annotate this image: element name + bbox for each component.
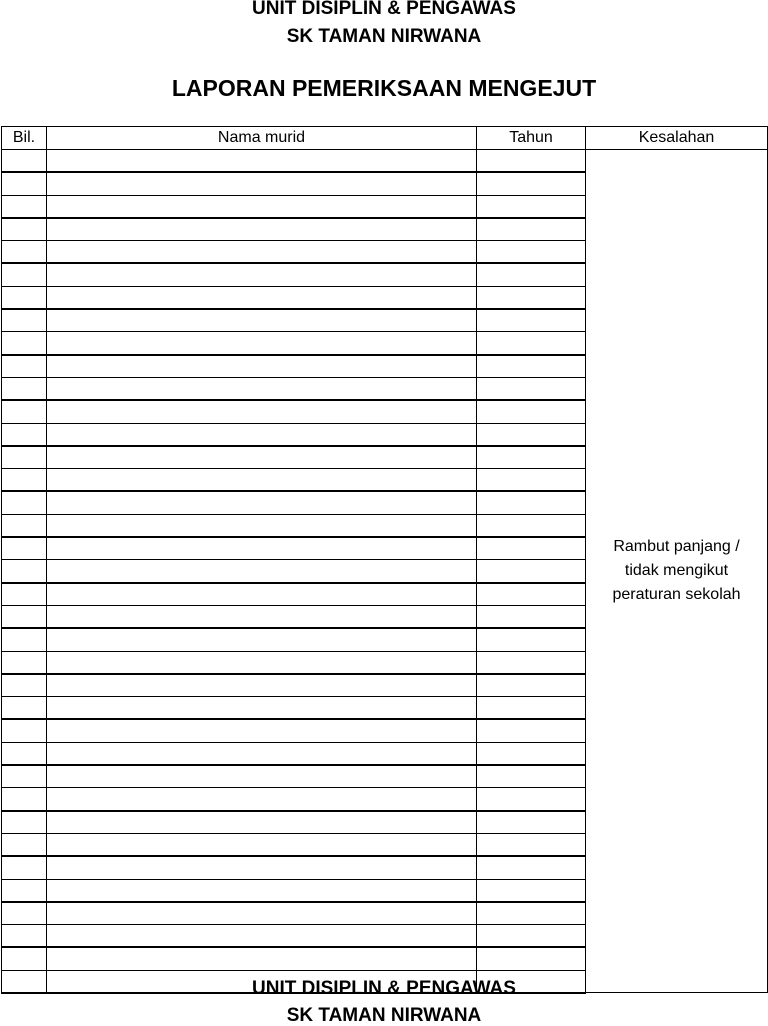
student-name-cell — [47, 332, 477, 355]
year-cell — [477, 309, 586, 332]
student-name-cell — [47, 925, 477, 948]
student-name-cell — [47, 286, 477, 309]
student-name-cell — [47, 742, 477, 765]
student-name-cell — [47, 856, 477, 879]
student-name-cell — [47, 811, 477, 834]
year-cell — [477, 241, 586, 264]
number-cell — [2, 902, 47, 925]
student-name-cell — [47, 514, 477, 537]
student-name-cell — [47, 560, 477, 583]
number-cell — [2, 788, 47, 811]
year-cell — [477, 332, 586, 355]
student-name-cell — [47, 241, 477, 264]
inspection-table — [1, 126, 768, 994]
student-name-cell — [47, 423, 477, 446]
year-cell — [477, 947, 586, 970]
number-cell — [2, 651, 47, 674]
year-cell — [477, 788, 586, 811]
year-cell — [477, 491, 586, 514]
number-cell — [2, 879, 47, 902]
student-name-cell — [47, 150, 477, 173]
student-name-cell — [47, 469, 477, 492]
student-name-cell — [47, 172, 477, 195]
number-cell — [2, 833, 47, 856]
number-cell — [2, 491, 47, 514]
year-cell — [477, 879, 586, 902]
number-cell — [2, 400, 47, 423]
year-cell — [477, 218, 586, 241]
year-cell — [477, 856, 586, 879]
student-name-cell — [47, 218, 477, 241]
number-cell — [2, 742, 47, 765]
student-name-cell — [47, 947, 477, 970]
year-cell — [477, 263, 586, 286]
year-cell — [477, 195, 586, 218]
number-cell — [2, 446, 47, 469]
student-name-cell — [47, 605, 477, 628]
number-cell — [2, 263, 47, 286]
student-name-cell — [47, 674, 477, 697]
offence-line: peraturan sekolah — [612, 586, 741, 604]
number-cell — [2, 218, 47, 241]
table-body — [2, 150, 768, 993]
year-cell — [477, 377, 586, 400]
table-row — [2, 150, 768, 173]
year-cell — [477, 172, 586, 195]
year-cell — [477, 765, 586, 788]
year-cell — [477, 514, 586, 537]
number-cell — [2, 423, 47, 446]
student-name-cell — [47, 377, 477, 400]
year-cell — [477, 925, 586, 948]
number-cell — [2, 286, 47, 309]
number-cell — [2, 605, 47, 628]
number-cell — [2, 947, 47, 970]
number-cell — [2, 628, 47, 651]
year-cell — [477, 742, 586, 765]
student-name-cell — [47, 446, 477, 469]
student-name-cell — [47, 400, 477, 423]
student-name-cell — [47, 628, 477, 651]
year-cell — [477, 674, 586, 697]
table-header-row — [2, 127, 768, 150]
year-cell — [477, 651, 586, 674]
year-cell — [477, 355, 586, 378]
year-cell — [477, 150, 586, 173]
student-name-cell — [47, 788, 477, 811]
footer-unit-name: UNIT DISIPLIN & PENGAWAS — [252, 978, 516, 999]
student-name-cell — [47, 355, 477, 378]
number-cell — [2, 332, 47, 355]
year-cell — [477, 583, 586, 606]
year-cell — [477, 719, 586, 742]
column-header-number: Bil. — [2, 127, 47, 150]
year-cell — [477, 400, 586, 423]
year-cell — [477, 833, 586, 856]
student-name-cell — [47, 195, 477, 218]
number-cell — [2, 172, 47, 195]
student-name-cell — [47, 697, 477, 720]
column-header-student-name: Nama murid — [47, 127, 477, 150]
student-name-cell — [47, 537, 477, 560]
student-name-cell — [47, 719, 477, 742]
column-header-year: Tahun — [477, 127, 586, 150]
student-name-cell — [47, 833, 477, 856]
year-cell — [477, 560, 586, 583]
number-cell — [2, 719, 47, 742]
number-cell — [2, 765, 47, 788]
year-cell — [477, 469, 586, 492]
student-name-cell — [47, 879, 477, 902]
number-cell — [2, 195, 47, 218]
year-cell — [477, 537, 586, 560]
student-name-cell — [47, 491, 477, 514]
student-name-cell — [47, 651, 477, 674]
number-cell — [2, 150, 47, 173]
offence-cell — [586, 150, 768, 993]
header-school-name: SK TAMAN NIRWANA — [286, 26, 482, 47]
offence-line: tidak mengikut — [624, 562, 729, 580]
year-cell — [477, 811, 586, 834]
student-name-cell — [47, 583, 477, 606]
number-cell — [2, 469, 47, 492]
footer-school-name: SK TAMAN NIRWANA — [286, 1005, 482, 1026]
student-name-cell — [47, 309, 477, 332]
number-cell — [2, 674, 47, 697]
year-cell — [477, 286, 586, 309]
number-cell — [2, 514, 47, 537]
year-cell — [477, 605, 586, 628]
student-name-cell — [47, 263, 477, 286]
number-cell — [2, 537, 47, 560]
year-cell — [477, 628, 586, 651]
number-cell — [2, 583, 47, 606]
report-title: LAPORAN PEMERIKSAAN MENGEJUT — [171, 75, 597, 101]
number-cell — [2, 309, 47, 332]
year-cell — [477, 902, 586, 925]
year-cell — [477, 423, 586, 446]
student-name-cell — [47, 902, 477, 925]
number-cell — [2, 241, 47, 264]
offence-line: Rambut panjang / — [613, 538, 740, 556]
number-cell — [2, 560, 47, 583]
column-header-offence: Kesalahan — [586, 127, 768, 150]
header-unit-name: UNIT DISIPLIN & PENGAWAS — [252, 0, 516, 19]
student-name-cell — [47, 765, 477, 788]
number-cell — [2, 377, 47, 400]
year-cell — [477, 446, 586, 469]
number-cell — [2, 925, 47, 948]
year-cell — [477, 697, 586, 720]
number-cell — [2, 355, 47, 378]
number-cell — [2, 856, 47, 879]
number-cell — [2, 811, 47, 834]
number-cell — [2, 697, 47, 720]
